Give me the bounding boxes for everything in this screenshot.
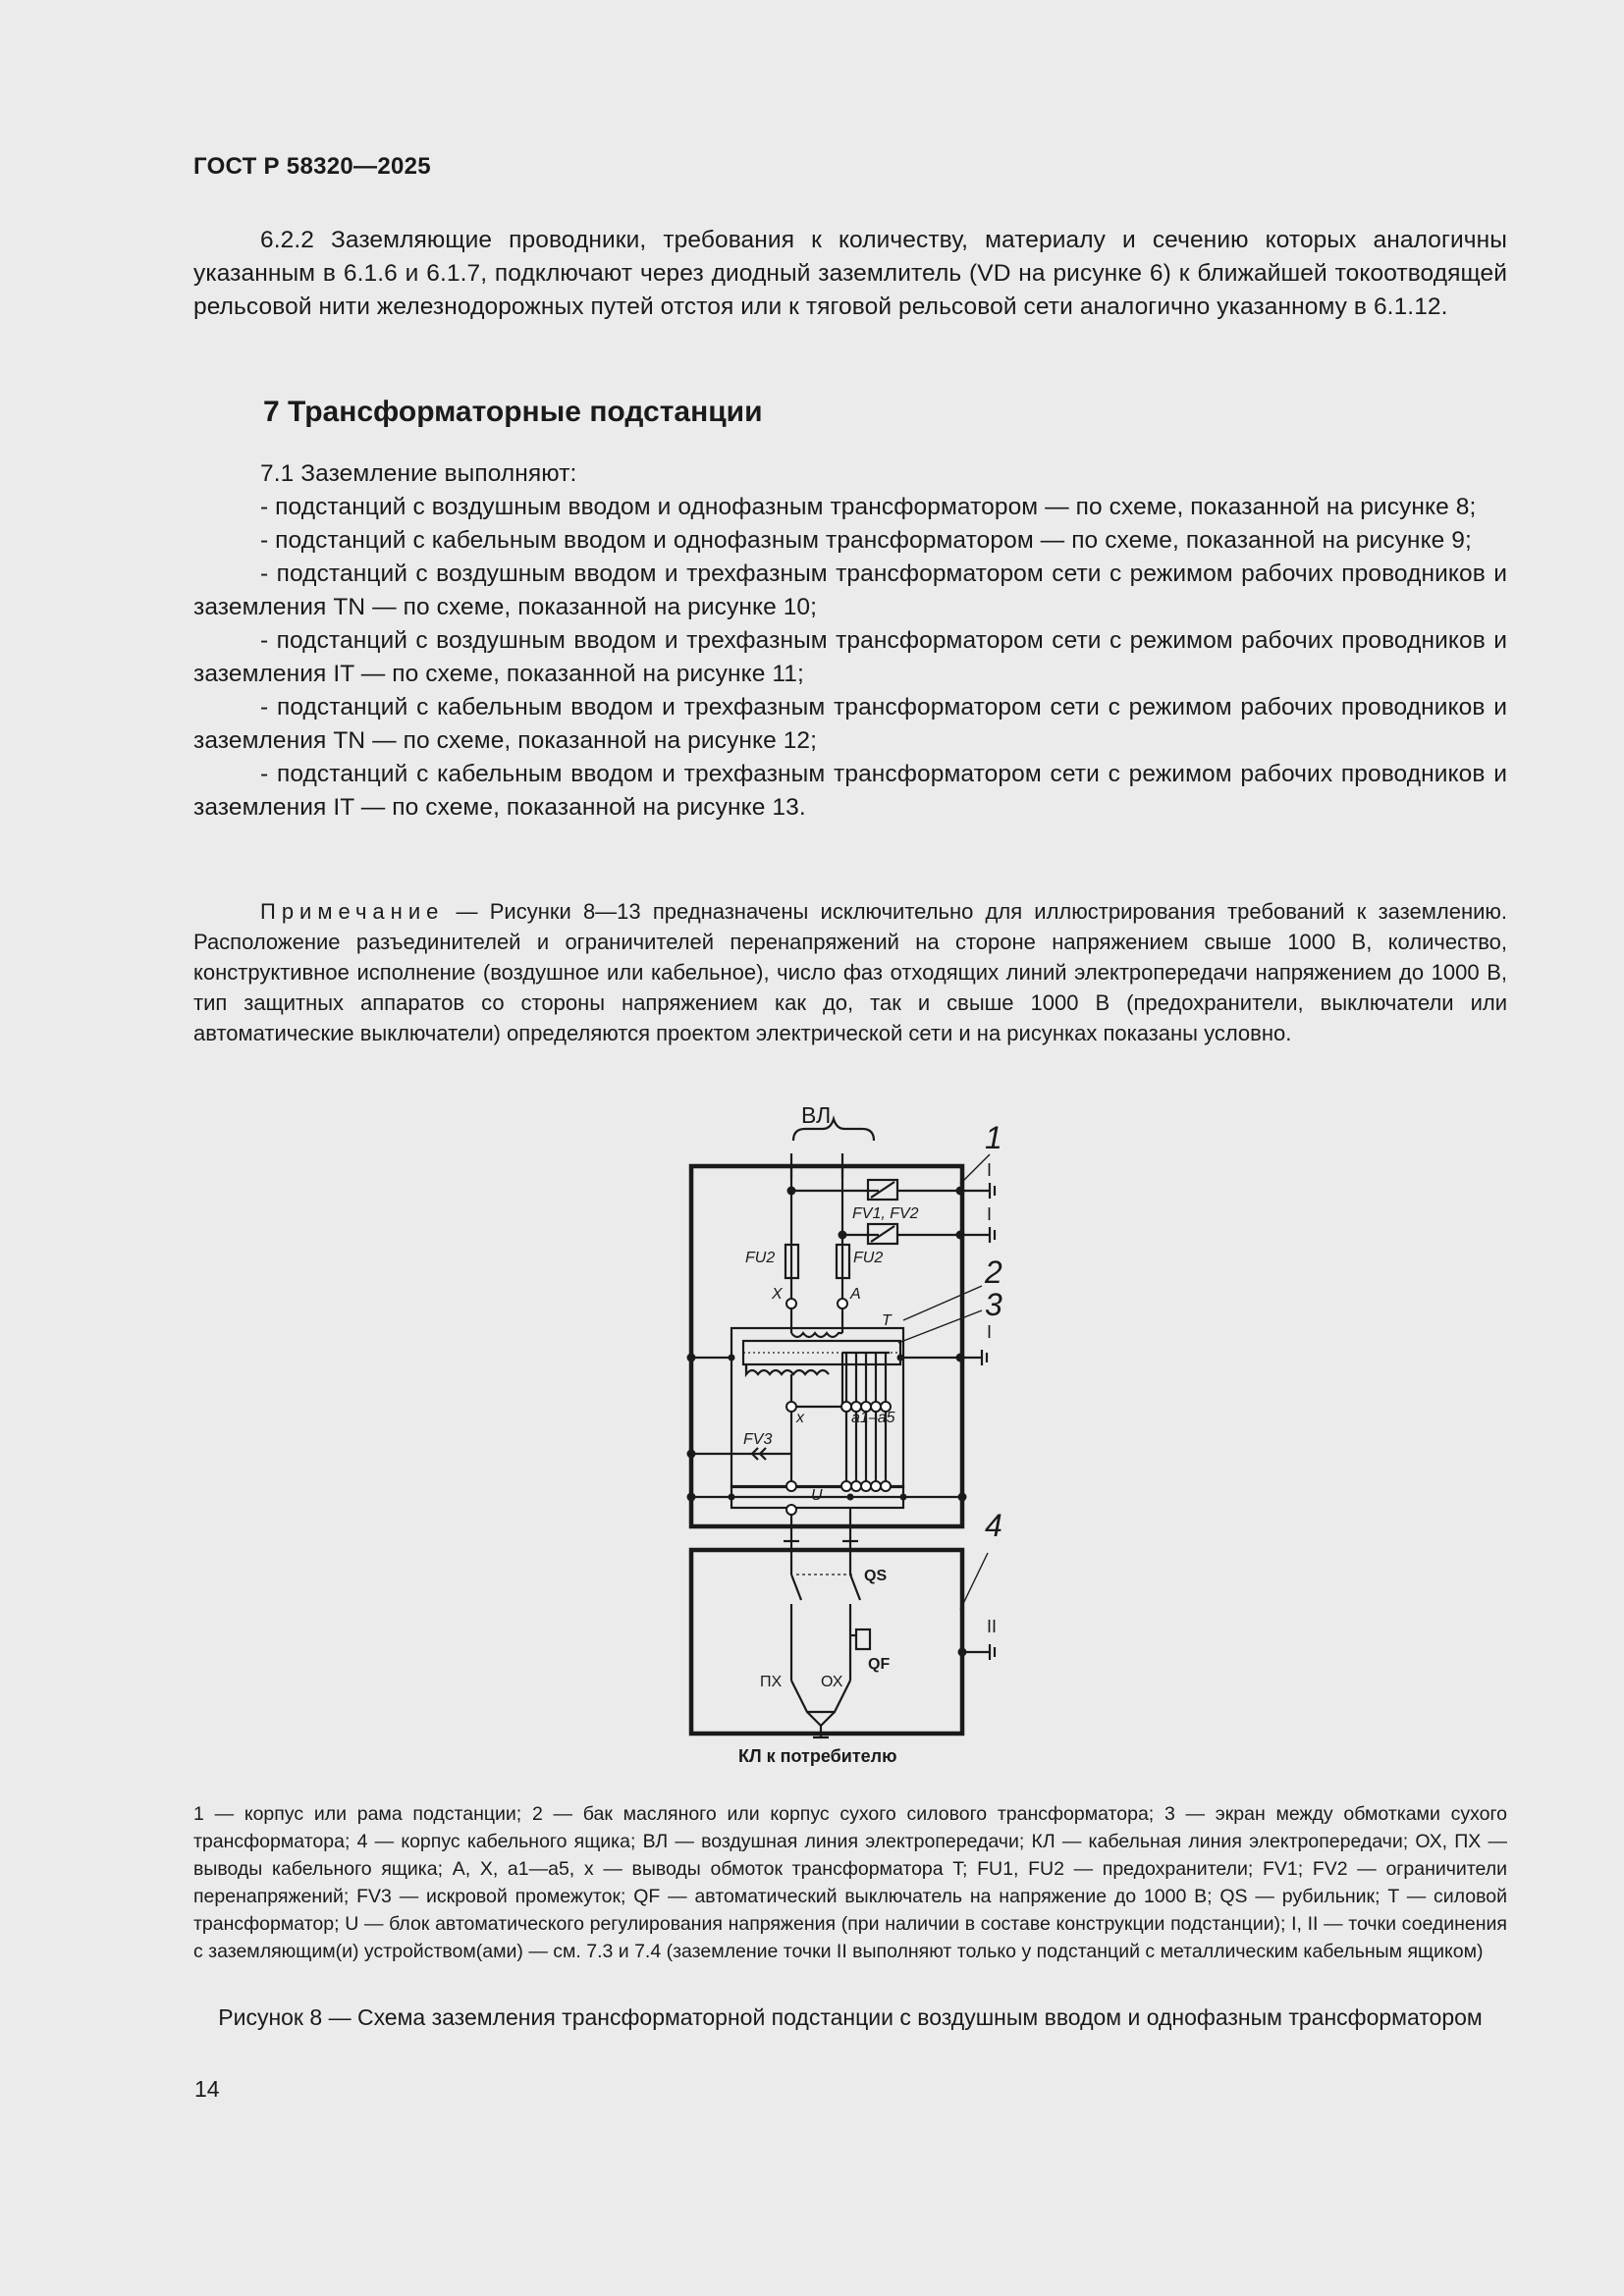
label-fu2-left: FU2: [745, 1250, 776, 1266]
label-t: T: [882, 1312, 892, 1329]
note-label: Примечание: [260, 899, 445, 924]
list-item: - подстанций с воздушным вводом и однофазным трансформатором — по схеме, показанной на рисунке 8;: [260, 494, 1477, 520]
standard-header: ГОСТ Р 58320—2025: [193, 153, 431, 180]
label-qs: QS: [864, 1568, 888, 1584]
page-number: 14: [194, 2076, 220, 2102]
callout-2: 2: [985, 1255, 1002, 1290]
list-item: - подстанций с кабельным вводом и трехфазным трансформатором сети с режимом рабочих проводников и заземления TN — по схеме, показанной на рисунке 12;: [193, 694, 1507, 754]
label-vl: ВЛ: [801, 1102, 832, 1128]
label-px: ПХ: [760, 1674, 783, 1690]
callout-1: 1: [985, 1120, 1002, 1155]
figure-legend: 1 — корпус или рама подстанции; 2 — бак масляного или корпус сухого силового трансформатора; 3 — экран между обмотками сухого трансформатора; 4 — корпус кабельного ящика; ВЛ — воздушная линия электропередачи; КЛ — кабельная линия электропередачи; ОХ, ПХ — выводы кабельного ящика; A, X, a1—a5, x — выводы обмоток трансформатора T; FU1, FU2 — предохранители; FV1; FV2 — ограничители перенапряжений; FV3 — искровой промежуток; QF — автоматический выключатель на напряжение до 1000 В; QS — рубильник; T — силовой трансформатор; U — блок автоматического регулирования напряжения (при наличии в составе конструкции подстанции); I, II — точки соединения с заземляющим(и) устройством(ами) — см. 7.3 и 7.4 (заземление точки II выполняют только у подстанций с металлическим кабельным ящиком): [193, 1803, 1507, 1962]
label-fu2-right: FU2: [853, 1250, 884, 1266]
label-roman-2: II: [987, 1617, 998, 1636]
label-qf: QF: [868, 1656, 891, 1673]
list-item: - подстанций с воздушным вводом и трехфазным трансформатором сети с режимом рабочих проводников и заземления TN — по схеме, показанной на рисунке 10;: [193, 561, 1507, 620]
callout-4: 4: [985, 1508, 1002, 1543]
list-item: - подстанций с кабельным вводом и однофазным трансформатором — по схеме, показанной на рисунке 9;: [260, 527, 1472, 554]
label-x-lower: x: [796, 1410, 804, 1426]
label-kl: КЛ к потребителю: [738, 1746, 897, 1766]
list-item: - подстанций с кабельным вводом и трехфазным трансформатором сети с режимом рабочих проводников и заземления IT — по схеме, показанной на рисунке 13.: [193, 761, 1507, 821]
label-roman-1-b: I: [987, 1204, 993, 1224]
label-fv1-fv2: FV1, FV2: [852, 1205, 919, 1222]
note-text: — Рисунки 8—13 предназначены исключительно для иллюстрирования требований к заземлению. Расположение разъединителей и ограничителей перенапряжений на стороне напряжением свыше 1000 В, количество, конструктивное исполнение (воздушное или кабельное), число фаз отходящих линий электропередачи напряжением до 1000 В, тип защитных аппаратов со стороны напряжением как до, так и свыше 1000 В (предохранители, выключатели или автоматические выключатели) определяются проектом электрической сети и на рисунках показаны условно.: [193, 899, 1507, 1045]
label-roman-1-c: I: [987, 1322, 993, 1342]
paragraph-6-2-2: 6.2.2 Заземляющие проводники, требования к количеству, материалу и сечению которых аналогичны указанным в 6.1.6 и 6.1.7, подключают через диодный заземлитель (VD на рисунке 6) к ближайшей токоотводящей рельсовой нити железнодорожных путей отстоя или к тяговой рельсовой сети аналогично указанному в 6.1.12.: [193, 227, 1507, 320]
label-roman-1-a: I: [987, 1160, 993, 1180]
figure-caption: Рисунок 8 — Схема заземления трансформаторной подстанции с воздушным вводом и однофазным трансформатором: [218, 2004, 1483, 2030]
label-a-upper: A: [850, 1286, 861, 1303]
paragraph-7-1-intro: 7.1 Заземление выполняют:: [260, 460, 577, 487]
cable-box-frame: [691, 1550, 962, 1734]
label-fv3: FV3: [743, 1431, 773, 1448]
section-heading: 7 Трансформаторные подстанции: [263, 396, 763, 428]
figure-legend-block: [193, 1800, 1507, 1965]
callout-3: 3: [985, 1287, 1002, 1322]
label-u: U: [811, 1487, 823, 1504]
list-item: - подстанций с воздушным вводом и трехфазным трансформатором сети с режимом рабочих проводников и заземления IT — по схеме, показанной на рисунке 11;: [193, 627, 1507, 687]
label-a1-a5: a1–a5: [851, 1410, 895, 1426]
label-ox: ОХ: [821, 1674, 843, 1690]
label-x-upper: X: [772, 1286, 783, 1303]
